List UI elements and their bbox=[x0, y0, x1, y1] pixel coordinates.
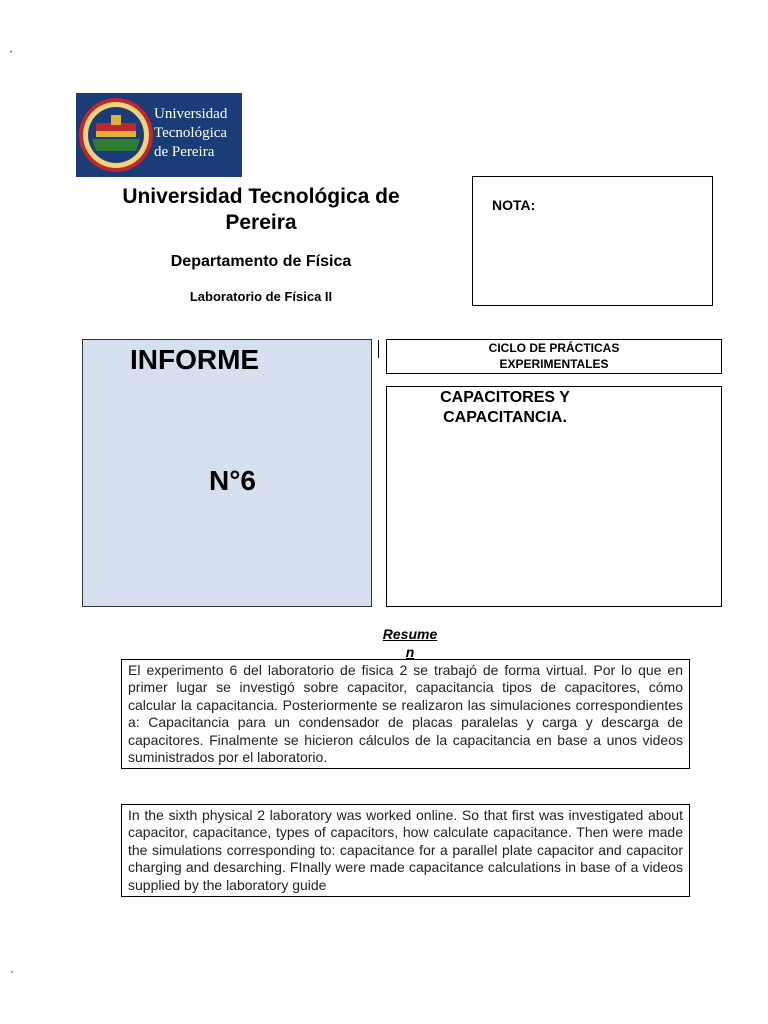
department-name: Departamento de Física bbox=[170, 253, 352, 270]
logo-line-2: Tecnológica bbox=[154, 125, 228, 141]
practice-title-box bbox=[386, 386, 722, 607]
grade-box[interactable] bbox=[472, 176, 713, 306]
report-box bbox=[82, 339, 372, 607]
report-title: INFORME bbox=[130, 344, 260, 375]
laboratory-name: Laboratorio de Física II bbox=[189, 289, 333, 304]
report-number: N°6 bbox=[209, 465, 256, 496]
university-name: Universidad Tecnológica de Pereira bbox=[122, 185, 400, 234]
grade-label: NOTA: bbox=[492, 197, 536, 213]
practice-cycle-line-1: CICLO DE PRÁCTICAS bbox=[488, 341, 620, 355]
logo-line-1: Universidad bbox=[154, 106, 228, 122]
abstract-english: In the sixth physical 2 laboratory was worked online. So that first was investigated about capacitor, capacitance, types of capacitors, how calculate capacitance. Then were made the simulations corresponding to: capacitance for a parallel plate capacitor and capacitor charging and desarching. FInally were made capacitance calculations in base of a videos supplied by the laboratory guide bbox=[121, 804, 690, 897]
practice-cycle-box bbox=[386, 339, 722, 374]
stray-mark-top: ˴ bbox=[9, 43, 13, 57]
practice-title-line-2: CAPACITANCIA. bbox=[443, 409, 567, 426]
practice-cycle-line-2: EXPERIMENTALES bbox=[499, 357, 609, 371]
university-logo bbox=[76, 93, 242, 177]
abstract-spanish: El experimento 6 del laboratorio de fisica 2 se trabajó de forma virtual. Por lo que en primer lugar se investigó sobre capacitor, capacitancia tipos de capacitores, cómo calcular la capacitancia. Posteriormente se realizaron las simulaciones correspondientes a: Capacitancia para un condensador de placas paralelas y carga y descarga de capacitores. Finalmente se hicieron cálculos de la capacitancia en base a unos videos suministrados por el laboratorio. bbox=[121, 659, 690, 769]
practice-title-line-1: CAPACITORES Y bbox=[440, 389, 570, 406]
abstract-heading: Resumen bbox=[382, 626, 438, 660]
stray-mark-bottom: · bbox=[10, 964, 14, 978]
logo-line-3: de Pereira bbox=[154, 144, 215, 160]
text-cursor bbox=[378, 340, 379, 358]
